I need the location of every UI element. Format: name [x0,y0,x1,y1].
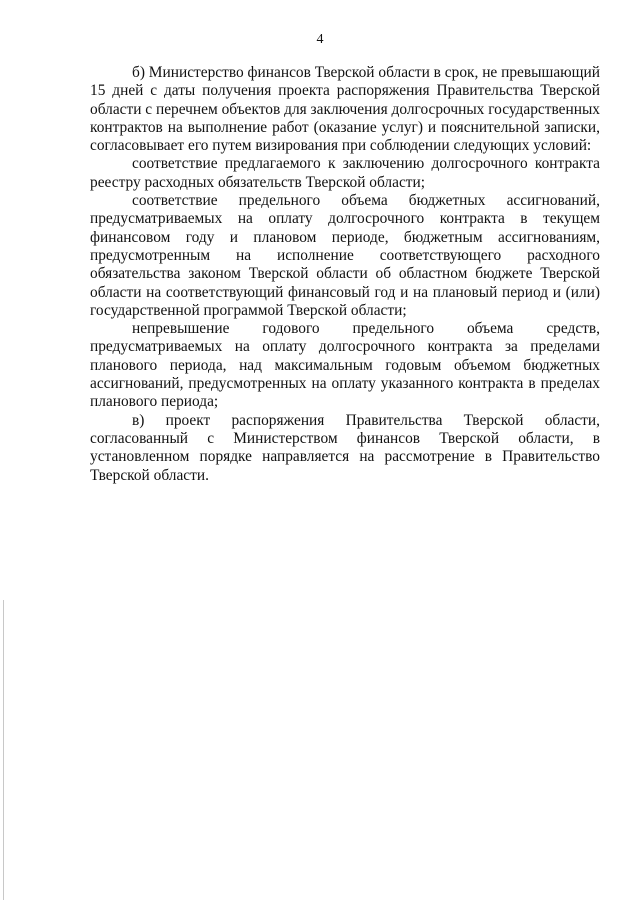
paragraph-condition-registry: соответствие предлагаемого к заключению долгосрочного контракта реестру расходных обязательств Тверской области; [90,155,600,191]
paragraph-submission: в) проект распоряжения Правительства Тверской области, согласованный с Министерством финансов Тверской области, в установленном порядке направляется на рассмотрение в Правительство Тверской области. [90,411,600,484]
page-number: 4 [316,32,324,47]
paragraph-ministry-approval: б) Министерство финансов Тверской области в срок, не превышающий 15 дней с даты получения проекта распоряжения Правительства Тверской области с перечнем объектов для заключения долгосрочных государственных контрактов на выполнение работ (оказание услуг) и пояснительной записки, согласовывает его путем визирования при соблюдении следующих условий: [90,64,600,155]
paragraph-condition-budget-allocations: соответствие предельного объема бюджетных ассигнований, предусматриваемых на оплату долгосрочного контракта в текущем финансовом году и плановом периоде, бюджетным ассигнованиям, предусмотренным на исполнение соответствующего расходного обязательства законом Тверской области об областном бюджете Тверской области на соответствующий финансовый год и на плановый период и (или) государственной программой Тверской области; [90,192,600,319]
paragraph-condition-annual-limit: непревышение годового предельного объема средств, предусматриваемых на оплату долгосрочного контракта за пределами планового периода, над максимальным годовым объемом бюджетных ассигнований, предусмотренных на оплату указанного контракта в пределах планового периода; [90,320,600,411]
document-body [90,64,600,485]
scan-edge-line [3,600,4,900]
